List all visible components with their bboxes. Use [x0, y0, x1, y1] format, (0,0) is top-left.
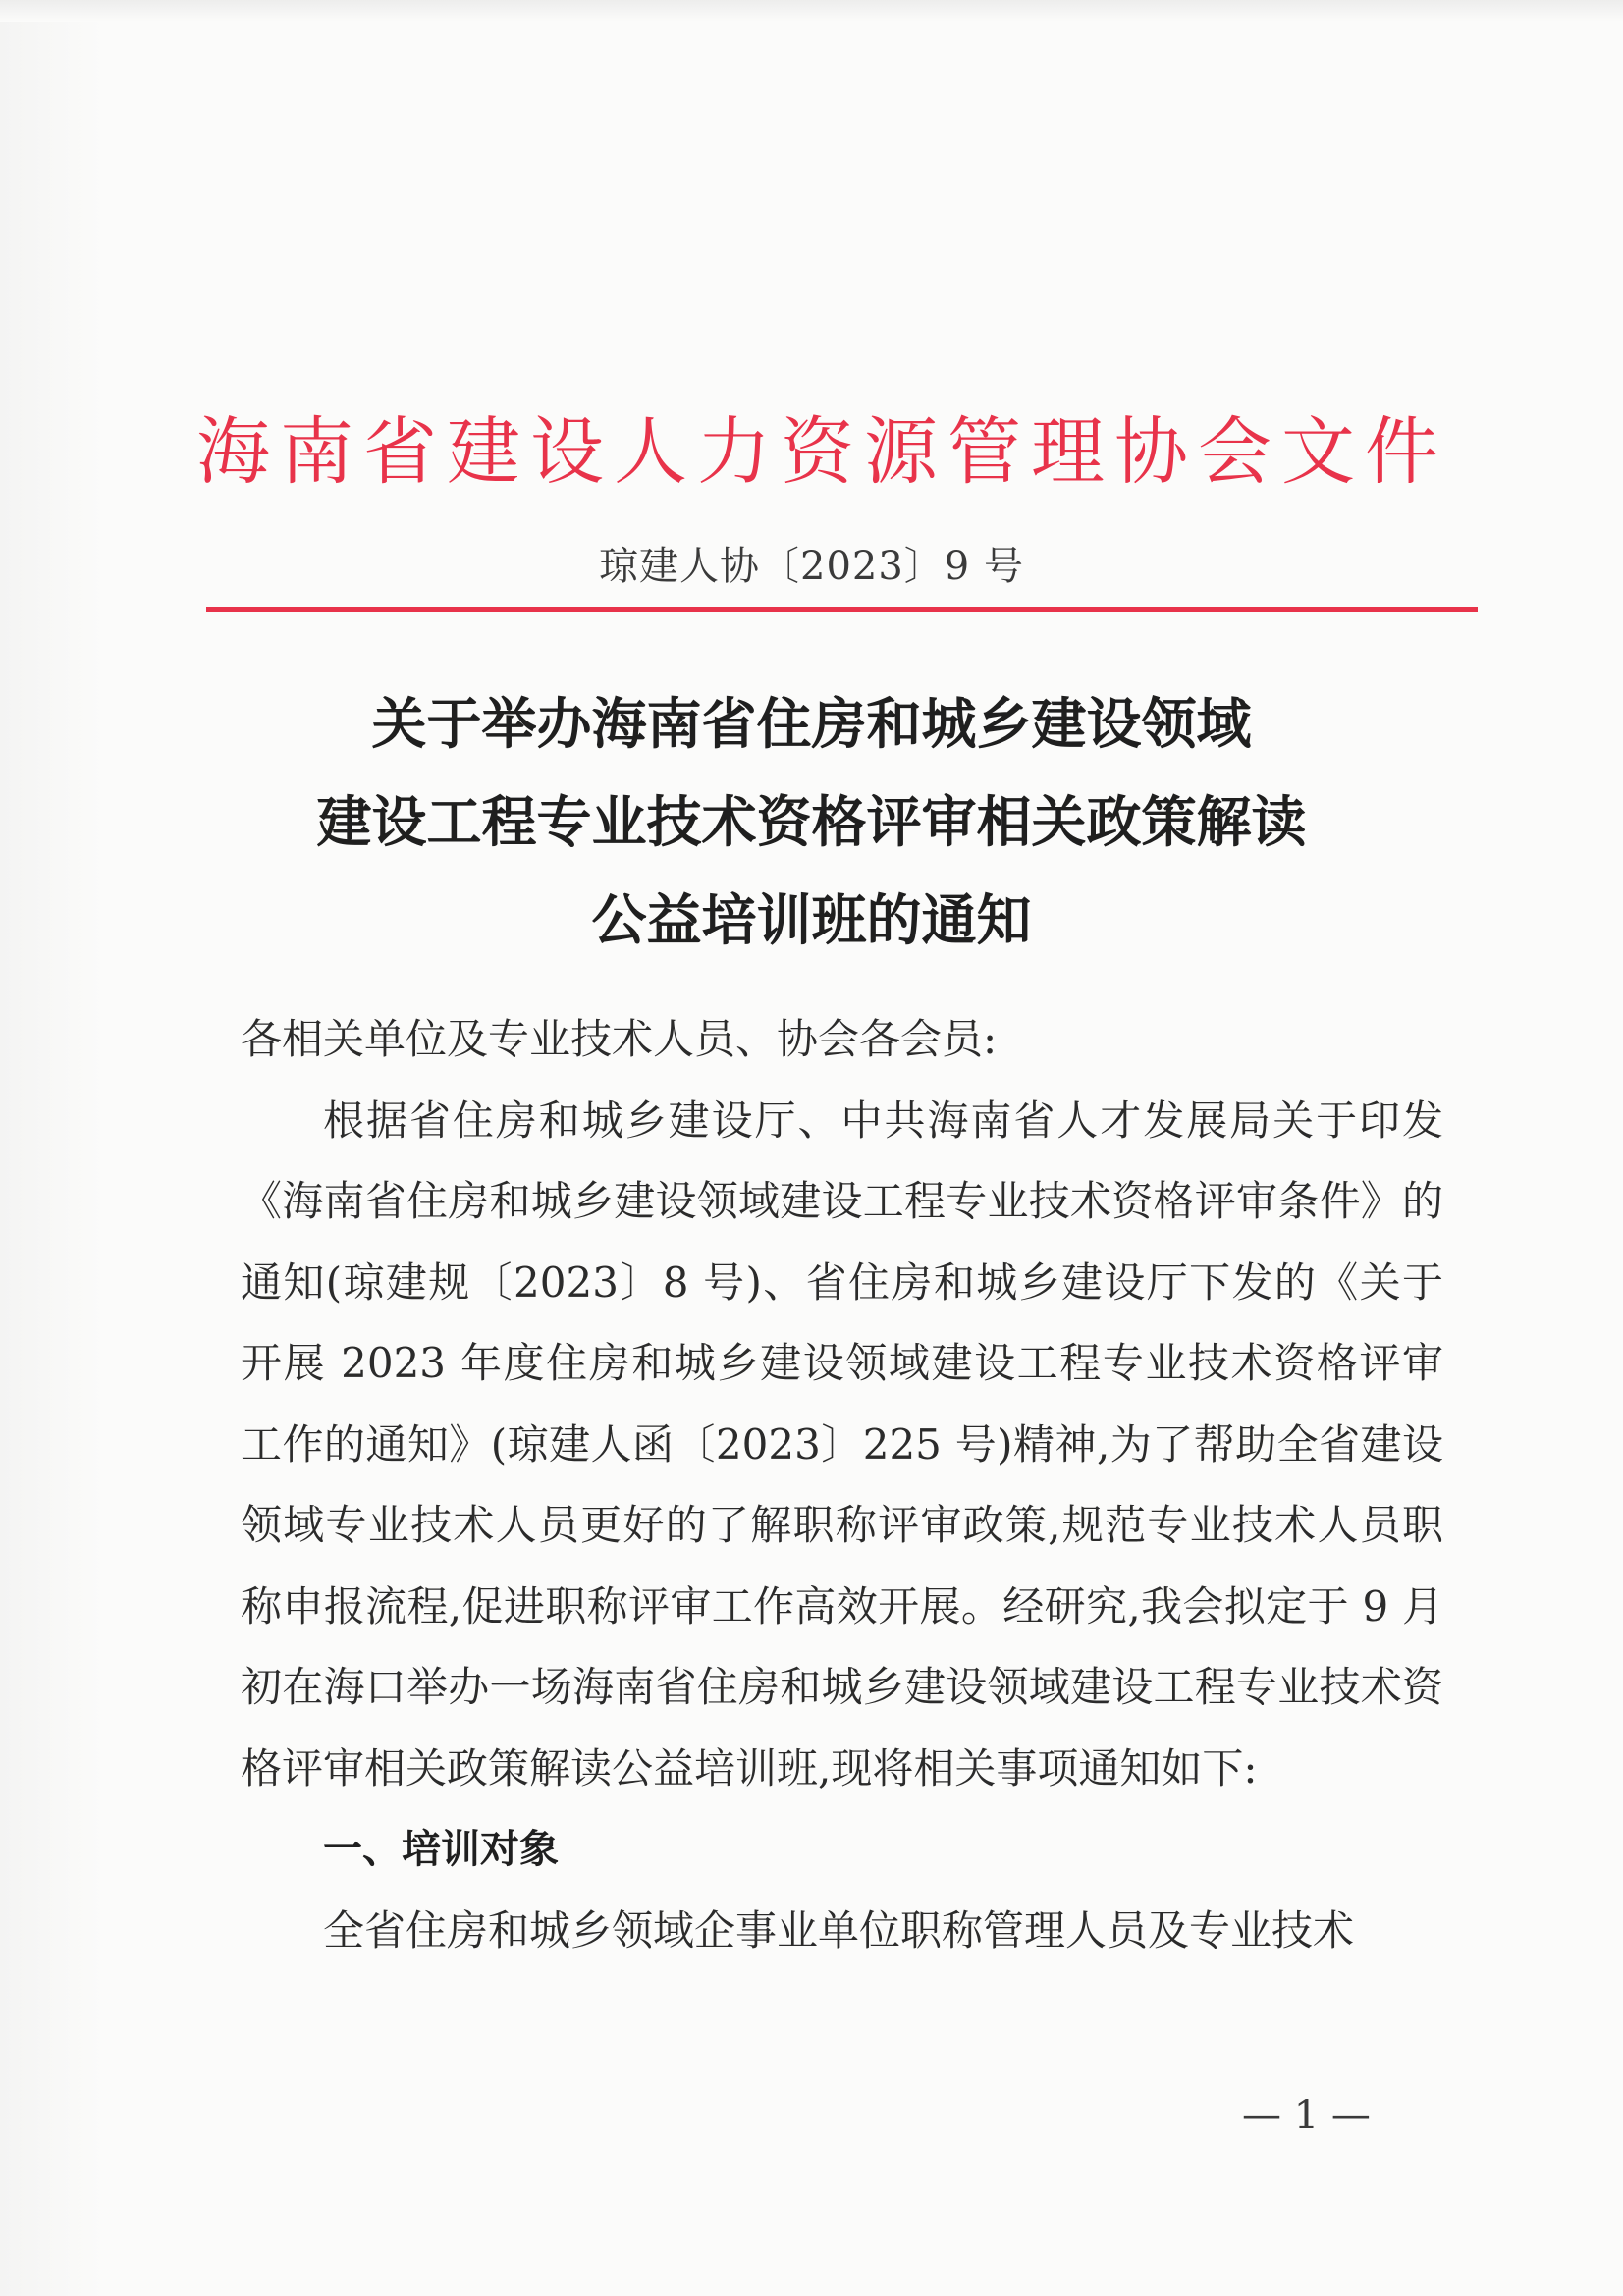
red-divider-line [206, 607, 1478, 612]
body-paragraph: 根据省住房和城乡建设厅、中共海南省人才发展局关于印发《海南省住房和城乡建设领域建设工程专业技术资格评审条件》的通知(琼建规〔2023〕8 号)、省住房和城乡建设厅下发的《关于开展 2023 年度住房和城乡建设领域建设工程专业技术资格评审工作的通知》(琼建人函〔2023〕225 号)精神,为了帮助全省建设领域专业技术人员更好的了解职称评审政策,规范专业技术人员职称申报流程,促进职称评审工作高效开展。经研究,我会拟定于 9 月初在海口举办一场海南省住房和城乡建设领域建设工程专业技术资格评审相关政策解读公益培训班,现将相关事项通知如下: [241, 1095, 1443, 1792]
document-title [0, 675, 1623, 970]
page-number: — 1 — [1242, 2093, 1371, 2138]
section-heading: 一、培训对象 [323, 1827, 559, 1872]
title-line-2: 建设工程专业技术资格评审相关政策解读 [316, 790, 1307, 855]
document-body [241, 999, 1443, 1971]
title-line-3: 公益培训班的通知 [591, 888, 1032, 953]
document-number: 琼建人协〔2023〕9 号 [599, 544, 1024, 589]
organization-header: 海南省建设人力资源管理协会文件 [196, 408, 1449, 495]
title-line-1: 关于举办海南省住房和城乡建设领域 [371, 692, 1252, 757]
scan-shadow-top [0, 0, 1623, 22]
scan-shadow-left [0, 0, 103, 2296]
salutation: 各相关单位及专业技术人员、协会各会员: [241, 1015, 998, 1063]
section-paragraph: 全省住房和城乡领域企事业单位职称管理人员及专业技术 [323, 1905, 1355, 1954]
